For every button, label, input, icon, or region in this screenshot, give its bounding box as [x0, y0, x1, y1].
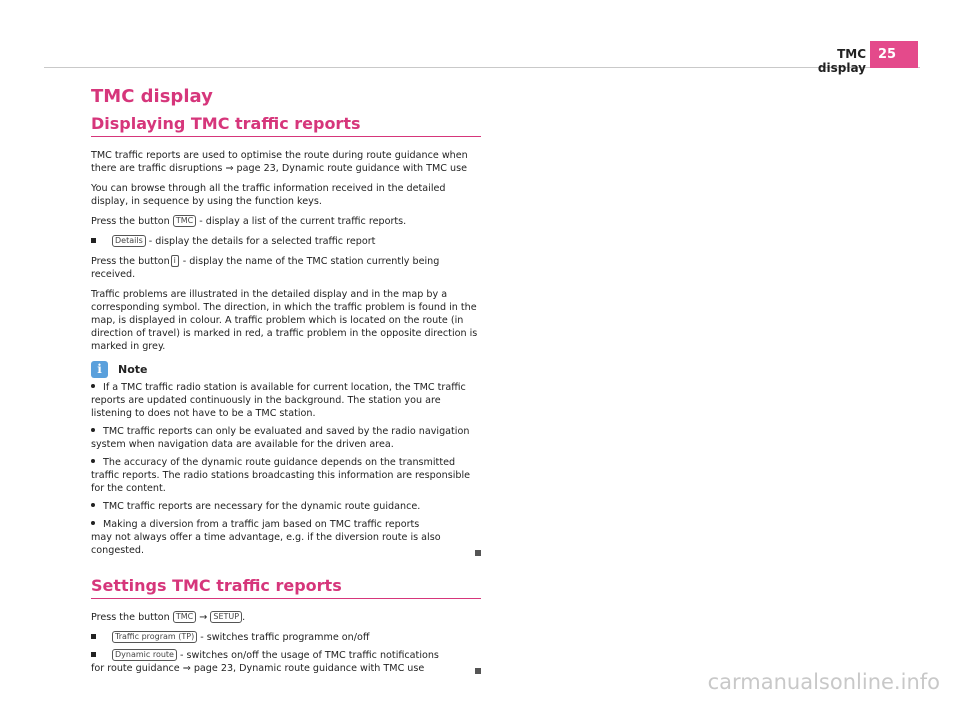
- paragraph-info-button: [91, 255, 481, 281]
- subsection-title-displaying: Displaying TMC traffic reports: [91, 113, 481, 137]
- section-end-icon: [475, 668, 481, 674]
- paragraph-browse: You can browse through all the traffic information received in the detailed display, in sequence by using the function keys.: [91, 183, 446, 207]
- dot-bullet-icon: [91, 503, 95, 507]
- dynamic-route-key: Dynamic route: [112, 649, 177, 661]
- paragraph-traffic-problems: Traffic problems are illustrated in the detailed display and in the map by a corresponding symbol. The direction, in which the traffic problem is found in the map, is displayed in colour. A traffic problem which is located on the route (in direction of travel) is marked in red, a traffic problem in the opposite direction is marked in grey.: [91, 289, 478, 352]
- tmc-key: TMC: [173, 215, 196, 227]
- header-rule: [44, 67, 920, 68]
- dot-bullet-icon: [91, 428, 95, 432]
- note-label: Note: [118, 363, 148, 376]
- press-text: Press the button: [91, 256, 170, 267]
- square-bullet-icon: [91, 634, 96, 639]
- info-key-desc: - display the name of the TMC station currently being received.: [91, 256, 440, 280]
- list-item: TMC traffic reports are necessary for the dynamic route guidance.: [91, 500, 481, 513]
- tmc-key-desc: - display a list of the current traffic reports.: [196, 216, 407, 227]
- running-title: TMC display: [817, 47, 866, 75]
- setup-key: SETUP: [210, 611, 242, 623]
- content-column: [91, 84, 481, 675]
- dynamic-route-desc: - switches on/off the usage of TMC traffic notifications for route guidance ⇒ page 23, Dynamic route guidance with TMC use: [91, 650, 439, 674]
- traffic-program-key: Traffic program (TP): [112, 631, 197, 643]
- dot-bullet-icon: [91, 521, 95, 525]
- list-item: TMC traffic reports can only be evaluated and saved by the radio navigation system when navigation data are available for the driven area.: [91, 426, 470, 450]
- details-key: Details: [112, 235, 146, 247]
- list-item-dynamic-route: [91, 649, 481, 675]
- traffic-program-desc: - switches traffic programme on/off: [197, 632, 370, 643]
- watermark-text: carmanualsonline.info: [707, 670, 940, 694]
- dot-bullet-icon: [91, 459, 95, 463]
- list-item: The accuracy of the dynamic route guidance depends on the transmitted traffic reports. The radio stations broadcasting this information are responsible for the content.: [91, 457, 471, 494]
- list-item: Making a diversion from a traffic jam based on TMC traffic reports may not always offer a time advantage, e.g. if the diversion route is also congested.: [91, 519, 441, 556]
- square-bullet-icon: [91, 652, 96, 657]
- list-item: If a TMC traffic radio station is available for current location, the TMC traffic reports are updated continuously in the background. The station you are listening to does not have to be a TMC station.: [91, 382, 466, 419]
- tmc-key: TMC: [173, 611, 196, 623]
- press-text: Press the button: [91, 216, 170, 227]
- square-bullet-icon: [91, 238, 96, 243]
- dynamic-route-wrap: [91, 649, 481, 675]
- page-number: 25: [870, 41, 918, 68]
- paragraph-tmc-button: [91, 215, 481, 228]
- dot-bullet-icon: [91, 384, 95, 388]
- note-header: [91, 361, 481, 378]
- subsection-title-settings: Settings TMC traffic reports: [91, 575, 481, 599]
- section-end-icon: [475, 550, 481, 556]
- list-item-details: [91, 235, 481, 248]
- paragraph-intro: TMC traffic reports are used to optimise the route during route guidance when there are traffic disruptions ⇒ page 23, Dynamic route guidance with TMC use: [91, 150, 468, 174]
- last-note-wrap: [91, 518, 481, 557]
- section-title: TMC display: [91, 86, 213, 107]
- press-text: Press the button: [91, 612, 170, 623]
- info-icon: i: [91, 361, 108, 378]
- info-key: i: [171, 255, 179, 267]
- arrow-icon: →: [199, 612, 208, 623]
- details-key-desc: - display the details for a selected traffic report: [145, 236, 376, 247]
- paragraph-settings-path: Press the button TMC → SETUP .: [91, 612, 246, 623]
- list-item-traffic-program: [91, 631, 481, 644]
